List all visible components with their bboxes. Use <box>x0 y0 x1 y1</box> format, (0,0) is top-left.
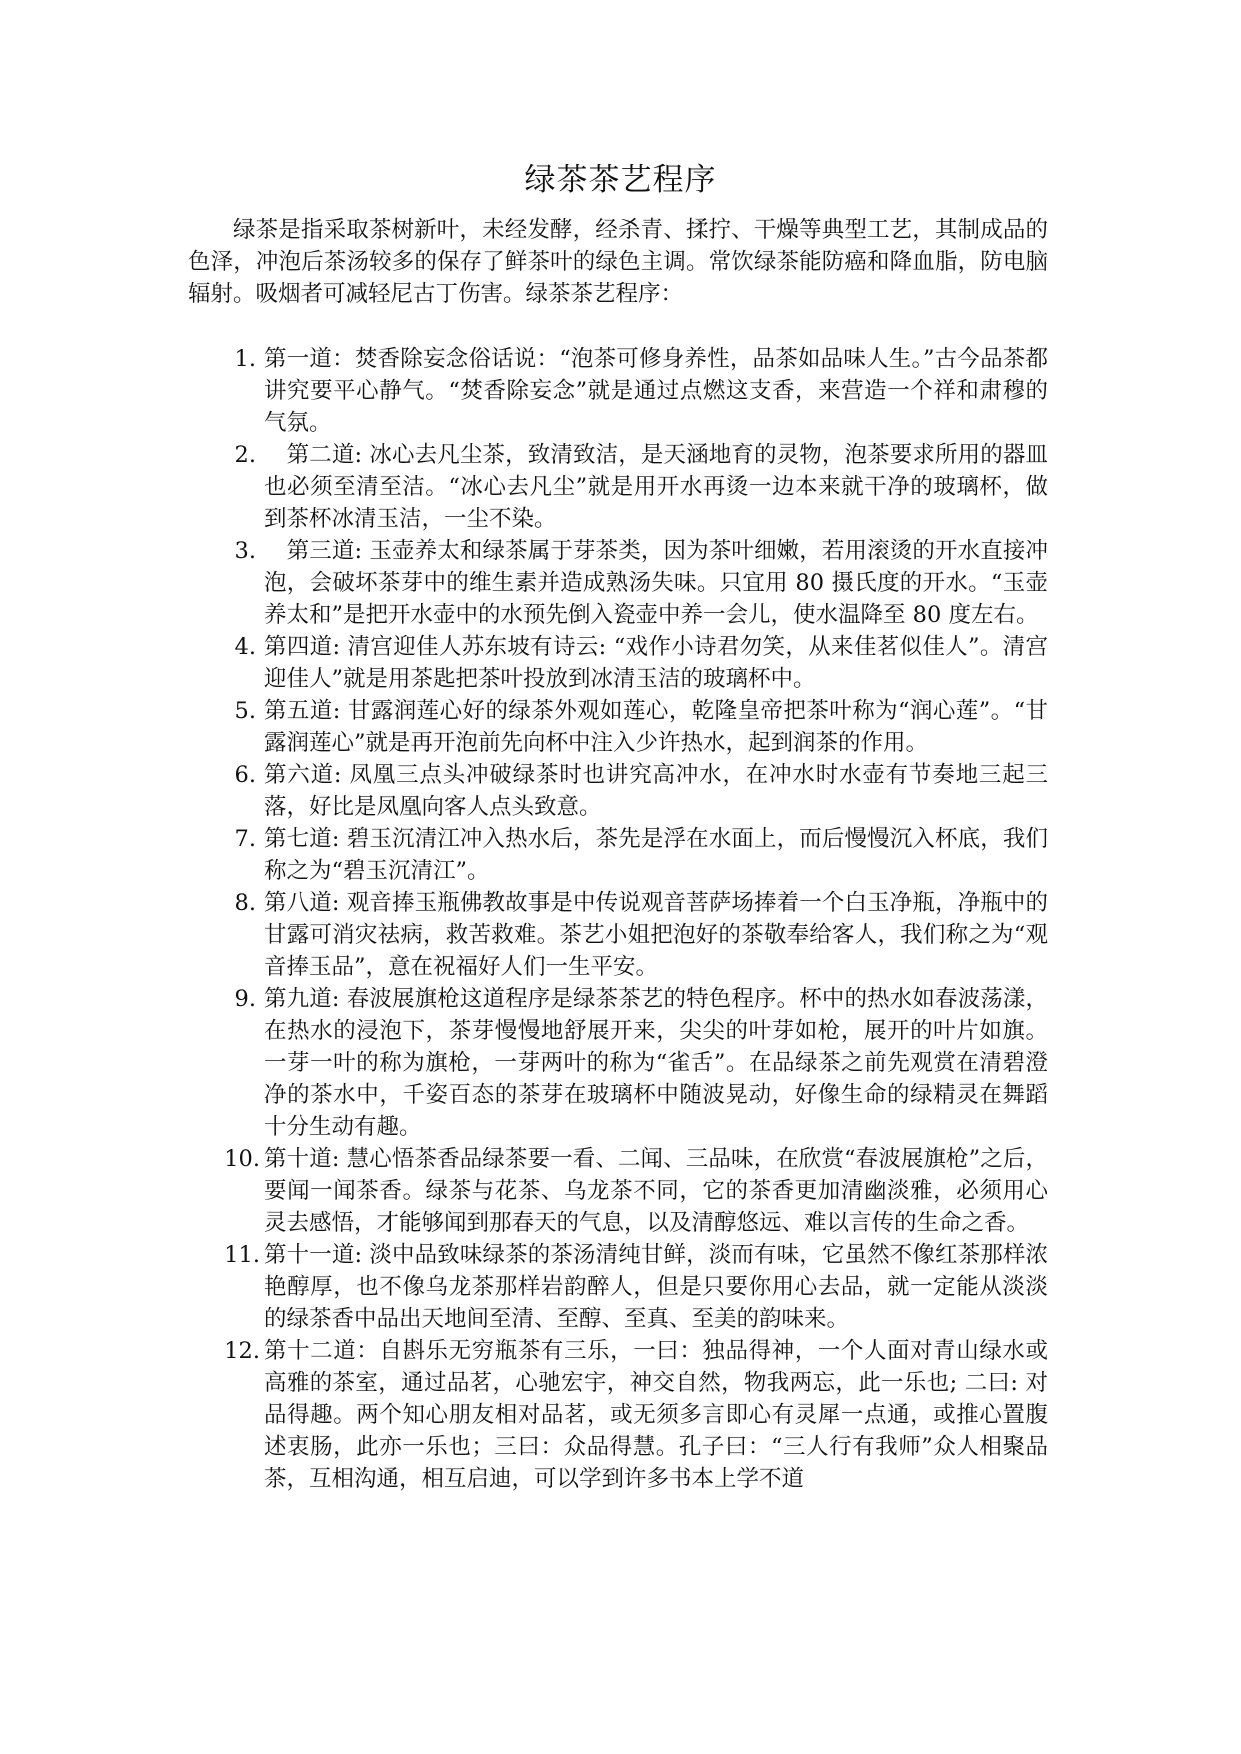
list-item <box>188 1143 1048 1239</box>
list-item-text: 第八道: 观音捧玉瓶佛教故事是中传说观音菩萨场捧着一个白玉净瓶，净瓶中的甘露可消灾祛病，救苦救难。茶艺小姐把泡好的茶敬奉给客人，我们称之为“观音捧玉品”，意在祝福好人们一生平安。 <box>264 890 1048 980</box>
list-item <box>188 535 1048 631</box>
tea-ceremony-steps <box>188 343 1048 1495</box>
list-item <box>188 823 1048 887</box>
list-item <box>188 1239 1048 1335</box>
list-item <box>188 631 1048 695</box>
list-item-text: 第二道: 冰心去凡尘茶，致清致洁，是天涵地育的灵物，泡茶要求所用的器皿也必须至清至洁。“冰心去凡尘”就是用开水再烫一边本来就干净的玻璃杯，做到茶杯冰清玉洁，一尘不染。 <box>264 442 1048 532</box>
list-item-text: 第五道: 甘露润莲心好的绿茶外观如莲心，乾隆皇帝把茶叶称为“润心莲”。“甘露润莲心”就是再开泡前先向杯中注入少许热水，起到润茶的作用。 <box>264 698 1048 756</box>
list-item <box>188 439 1048 535</box>
list-item <box>188 695 1048 759</box>
list-item-number: 12. <box>224 1338 260 1364</box>
list-item-number: 10. <box>224 1146 260 1172</box>
list-item-number: 1. <box>234 346 256 372</box>
list-item <box>188 983 1048 1143</box>
list-item-number: 11. <box>224 1242 260 1268</box>
list-item-number: 9. <box>234 986 256 1012</box>
list-item <box>188 1335 1048 1495</box>
list-item-text: 第十一道: 淡中品致味绿茶的茶汤清纯甘鲜，淡而有味，它虽然不像红茶那样浓艳醇厚，也不像乌龙茶那样岩韵醉人，但是只要你用心去品，就一定能从淡淡的绿茶香中品出天地间至清、至醇、至真、至美的韵味来。 <box>264 1242 1048 1332</box>
list-item <box>188 759 1048 823</box>
list-item-text: 第九道: 春波展旗枪这道程序是绿茶茶艺的特色程序。杯中的热水如春波荡漾，在热水的浸泡下，茶芽慢慢地舒展开来，尖尖的叶芽如枪，展开的叶片如旗。一芽一叶的称为旗枪，一芽两叶的称为“雀舌”。在品绿茶之前先观赏在清碧澄净的茶水中，千姿百态的茶芽在玻璃杯中随波晃动，好像生命的绿精灵在舞蹈十分生动有趣。 <box>264 986 1048 1140</box>
list-item-number: 4. <box>234 634 256 660</box>
list-item-text: 第四道: 清宫迎佳人苏东坡有诗云: “戏作小诗君勿笑，从来佳茗似佳人”。清宫迎佳人”就是用茶匙把茶叶投放到冰清玉洁的玻璃杯中。 <box>264 634 1048 692</box>
list-item-text: 第十二道：自斟乐无穷瓶茶有三乐，一曰：独品得神，一个人面对青山绿水或高雅的茶室，通过品茗，心驰宏宇，神交自然，物我两忘，此一乐也; 二曰: 对品得趣。两个知心朋友相对品茗，或无须多言即心有灵犀一点通，或推心置腹述衷肠，此亦一乐也；三曰：众品得慧。孔子曰：“三人行有我师”众人相聚品茶，互相沟通，相互启迪，可以学到许多书本上学不道 <box>264 1338 1048 1492</box>
list-item-number: 7. <box>234 826 256 852</box>
list-item-text: 第七道: 碧玉沉清江冲入热水后，茶先是浮在水面上，而后慢慢沉入杯底，我们称之为“碧玉沉清江”。 <box>264 826 1048 884</box>
list-item <box>188 887 1048 983</box>
list-item-number: 8. <box>234 890 256 916</box>
list-item-text: 第三道: 玉壶养太和绿茶属于芽茶类，因为茶叶细嫩，若用滚烫的开水直接冲泡，会破坏茶芽中的维生素并造成熟汤失味。只宜用 80 摄氏度的开水。“玉壶养太和”是把开水壶中的水预先倒入瓷壶中养一会儿，使水温降至 80 度左右。 <box>264 538 1048 628</box>
list-item-number: 5. <box>234 698 256 724</box>
list-item-number: 2. <box>234 442 256 468</box>
list-item-text: 第一道：焚香除妄念俗话说：“泡茶可修身养性，品茶如品味人生。”古今品茶都讲究要平心静气。“焚香除妄念”就是通过点燃这支香，来营造一个祥和肃穆的气氛。 <box>264 346 1048 436</box>
list-item-number: 6. <box>234 762 256 788</box>
list-item-text: 第十道: 慧心悟茶香品绿茶要一看、二闻、三品味，在欣赏“春波展旗枪”之后，要闻一闻茶香。绿茶与花茶、乌龙茶不同，它的茶香更加清幽淡雅，必须用心灵去感悟，才能够闻到那春天的气息，以及清醇悠远、难以言传的生命之香。 <box>264 1146 1048 1236</box>
document-title: 绿茶茶艺程序 <box>524 162 717 198</box>
list-item-number: 3. <box>234 538 256 564</box>
list-item <box>188 343 1048 439</box>
list-item-text: 第六道: 凤凰三点头冲破绿茶时也讲究高冲水，在冲水时水壶有节奏地三起三落，好比是凤凰向客人点头致意。 <box>264 762 1048 820</box>
intro-paragraph: 绿茶是指采取茶树新叶，未经发酵，经杀青、揉拧、干燥等典型工艺，其制成品的色泽，冲泡后茶汤较多的保存了鲜茶叶的绿色主调。常饮绿茶能防癌和降血脂，防电脑辐射。吸烟者可减轻尼古丁伤害。绿茶茶艺程序： <box>188 217 1048 307</box>
